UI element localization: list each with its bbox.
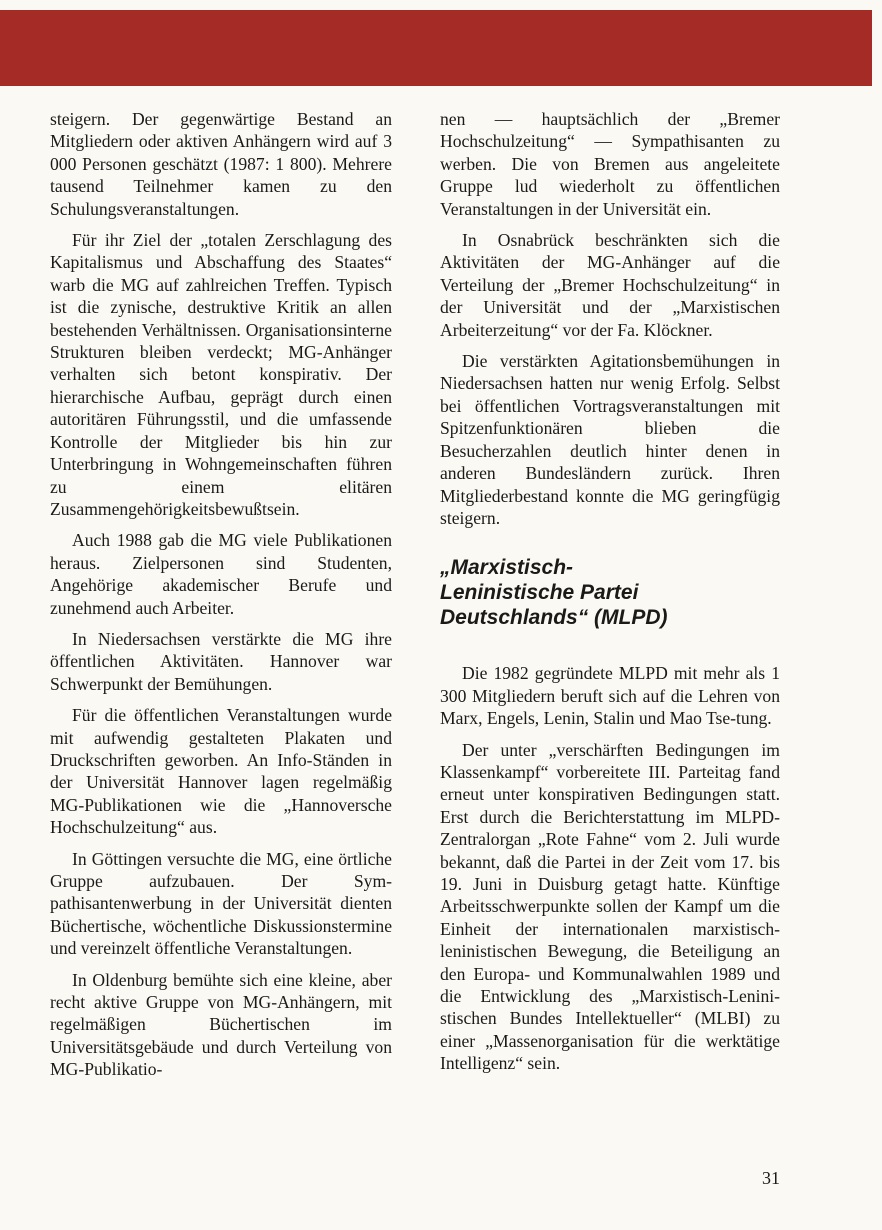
paragraph: nen — hauptsächlich der „Bremer Hochschulzeitung“ — Sympathisanten zu werben. Die von Bremen aus angeleitete Gruppe lud wiederholt zu öffentlichen Veranstaltungen in der Universität ein. bbox=[440, 109, 780, 219]
section-heading bbox=[440, 555, 780, 630]
paragraph: Auch 1988 gab die MG viele Publikationen heraus. Zielpersonen sind Studenten, Angehörige akademischer Berufe und zunehmend auch Arbeiter. bbox=[50, 530, 392, 618]
paragraph: Der unter „verschärften Bedingungen im Klassenkampf“ vorbereitete III. Parteitag fand erneut unter konspirativen Bedingungen statt. Erst durch die Berichterstattung im MLPD-Zentralorgan „Rote Fahne“ vom 2. Juli wurde bekannt, daß die Partei in der Zeit vom 17. bis 19. Juni in Duisburg getagt hatte. Künftige Arbeitsschwerpunkte sollen der Kampf um die Einheit der internationalen marxistisch-leninistischen Bewegung, die Beteiligung an den Europa- und Kommunalwahlen 1989 und die Entwicklung des „Marxistisch-Leninistischen Bundes Intellektueller“ (MLBI) zu einer „Massenorganisation für die werktätige Intelligenz“ sein. bbox=[440, 739, 780, 1074]
paragraph: Die verstärkten Agitationsbemühungen in Niedersachsen hatten nur wenig Erfolg. Selbst bei öffentlichen Vortragsveranstaltungen mit Spitzenfunktionären blieben die Besucherzahlen deutlich hinter denen in anderen Bundesländern zurück. Ihren Mitgliederbestand konnte die MG geringfügig steigern. bbox=[440, 351, 780, 528]
paragraph: Für die öffentlichen Veranstaltungen wurde mit aufwendig gestalteten Plakaten und Druckschriften geworben. An Info-Ständen in der Universität Hannover lagen regelmäßig MG-Publikationen wie die „Hannoversche Hochschulzeitung“ aus. bbox=[50, 705, 392, 838]
heading-line: Deutschlands“ (MLPD) bbox=[440, 606, 668, 630]
header-color-band bbox=[0, 10, 872, 86]
paragraph: In Göttingen versuchte die MG, eine örtliche Gruppe aufzubauen. Der Sympathisantenwerbung in der Universität dienten Büchertische, wöchentliche Diskussionstermine und vereinzelt öffentliche Veranstaltungen. bbox=[50, 848, 392, 959]
heading-line: Leninistische Partei bbox=[440, 581, 639, 605]
right-column bbox=[440, 108, 780, 1084]
paragraph: In Oldenburg bemühte sich eine kleine, aber recht aktive Gruppe von MG-Anhängern, mit regelmäßigen Büchertischen im Universitätsgebäude und durch Verteilung von MG-Publikatio- bbox=[50, 969, 392, 1080]
paragraph: Für ihr Ziel der „totalen Zerschlagung des Kapitalismus und Abschaffung des Staates“ warb die MG auf zahlreichen Treffen. Typisch ist die zynische, destruktive Kritik an allen bestehenden Verhältnissen. Organisationsinterne Strukturen bleiben verdeckt; MG-Anhänger verhalten sich betont konspirativ. Der hierarchische Aufbau, geprägt durch einen autoritären Führungsstil, und die umfassende Kontrolle der Mitglieder bis hin zur Unterbringung in Wohngemeinschaften führen zu einem elitären Zusammengehörigkeitsbewußtsein. bbox=[50, 230, 392, 519]
page-number: 31 bbox=[762, 1168, 780, 1188]
paragraph: steigern. Der gegenwärtige Bestand an Mitgliedern oder aktiven Anhängern wird auf 3 000 Personen geschätzt (1987: 1 800). Mehrere tausend Teilnehmer kamen zu den Schulungsveranstaltungen. bbox=[50, 109, 392, 219]
left-column bbox=[50, 108, 392, 1090]
paragraph: In Osnabrück beschränkten sich die Aktivitäten der MG-Anhänger auf die Verteilung der „Bremer Hochschulzeitung“ in der Universität und der „Marxistischen Arbeiterzeitung“ vor der Fa. Klöckner. bbox=[440, 230, 780, 340]
paragraph: Die 1982 gegründete MLPD mit mehr als 1 300 Mitgliedern beruft sich auf die Lehren von Marx, Engels, Lenin, Stalin und Mao Tse-tung. bbox=[440, 663, 780, 729]
heading-line: „Marxistisch- bbox=[440, 556, 574, 580]
paragraph: In Niedersachsen verstärkte die MG ihre öffentlichen Aktivitäten. Hannover war Schwerpunkt der Bemühungen. bbox=[50, 628, 392, 694]
